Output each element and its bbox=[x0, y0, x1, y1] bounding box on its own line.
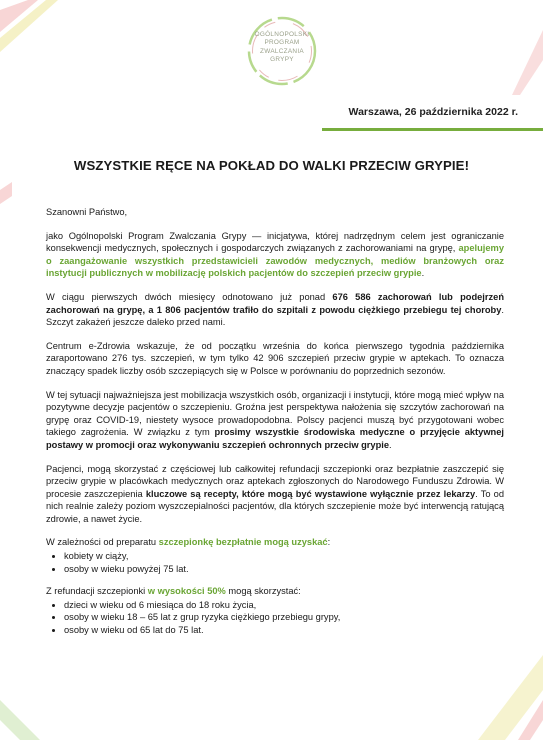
paragraph-appeal bbox=[46, 230, 504, 280]
text: . To od nich realnie zależy poziom wyszczepialności pacjentów, dla których szczepienie może być interwencją ratującą zdrowie, a nawet życie. bbox=[46, 488, 505, 524]
list-item: • osoby w wieku od 65 lat do 75 lat. bbox=[64, 624, 504, 637]
logo-line: GRYPY bbox=[270, 56, 294, 64]
document-date: Warszawa, 26 października 2022 r. bbox=[348, 106, 518, 118]
refund-list bbox=[46, 599, 504, 637]
deco-stripe-pink-right bbox=[512, 30, 543, 95]
letter-body bbox=[46, 206, 504, 647]
text: Z refundacji szczepionki bbox=[46, 586, 148, 597]
text: mogą skorzystać: bbox=[225, 586, 301, 597]
refund-lead bbox=[46, 585, 504, 598]
highlight-green: szczepionkę bezpłatnie mogą uzyskać bbox=[158, 537, 328, 548]
date-underline bbox=[322, 128, 543, 131]
free-vaccine-list bbox=[46, 550, 504, 575]
deco-stripe-pink-top bbox=[0, 0, 38, 32]
highlight-bold: kluczowe są recepty, które mogą być wystawione wyłącznie przez lekarzy bbox=[145, 488, 476, 499]
deco-stripe-pink-bottom bbox=[518, 700, 543, 740]
document-title: WSZYSTKIE RĘCE NA POKŁAD DO WALKI PRZECIW GRYPIE! bbox=[73, 158, 470, 173]
deco-stripe-yellow-top bbox=[0, 0, 58, 52]
paragraph-ezdrowie: Centrum e-Zdrowia wskazuje, że od początku września do końca pierwszego tygodnia października zaraportowano 276 tys. szczepień, w tym tylko 42 906 szczepień przeciw grypie w aptekach. To oznacza znaczący spadek liczby osób szczepiących się w Polsce w porównaniu do poprzednich sezonów. bbox=[46, 340, 504, 376]
deco-stripe-yellow-bottom bbox=[478, 655, 543, 740]
logo-line: OGÓLNOPOLSKI bbox=[254, 31, 310, 38]
text: . bbox=[421, 268, 425, 279]
deco-stripe-pink-left bbox=[0, 182, 12, 204]
text: W zależności od preparatu bbox=[46, 537, 159, 548]
list-item: • kobiety w ciąży, bbox=[64, 550, 504, 563]
greeting: Szanowni Państwo, bbox=[46, 207, 128, 217]
list-item: • osoby w wieku 18 – 65 lat z grup ryzyka ciężkiego przebiegu grypy, bbox=[64, 611, 504, 624]
list-item: • dzieci w wieku od 6 miesiąca do 18 roku życia, bbox=[64, 599, 504, 612]
logo-line: PROGRAM bbox=[264, 39, 300, 47]
text: . bbox=[389, 439, 392, 450]
free-vaccine-lead bbox=[46, 536, 504, 549]
highlight-green: apelujemy o zaangażowanie wszystkich przedstawicieli zawodów medycznych, mediów branżowych oraz instytucji publicznych w mobilizację polskich pacjentów do szczepień przeciw grypie bbox=[46, 243, 504, 279]
highlight-bold: 676 586 zachorowań lub podejrzeń zachorowań na grypę, a 1 806 pacjentów trafiło do szpitali z powodu ciężkiego przebiegu tej choroby bbox=[46, 291, 504, 315]
text: W ciągu pierwszych dwóch miesięcy odnotowano już ponad bbox=[46, 291, 333, 302]
highlight-bold: prosimy wszystkie środowiska medyczne o przyjęcie aktywnej postawy w promocji oraz wykonywaniu szczepień ochronnych przeciw grypie bbox=[46, 427, 504, 450]
program-logo bbox=[243, 12, 321, 90]
paragraph-statistics bbox=[46, 291, 504, 329]
logo-text bbox=[243, 31, 321, 65]
text: jako Ogólnopolski Program Zwalczania Grypy — inicjatywa, której nadrzędnym celem jest ograniczanie konsekwencji medycznych, społecznych i gospodarczych związanych z zachorowaniami na grypę, bbox=[46, 230, 504, 254]
text: W tej sytuacji najważniejsza jest mobilizacja wszystkich osób, organizacji i instytucji, które mogą mieć wpływ na pozytywne decyzje pacjentów o szczepieniu. Groźna jest perspektywa nałożenia się szczytów zachorowań na grypę oraz COVID-19, niestety wysoce prowadopodobna. Polscy pacjenci muszą być przygotowani wobec takiego zagrożenia. W związku z tym bbox=[46, 389, 504, 438]
text: Pacjenci, mogą skorzystać z częściowej lub całkowitej refundacji szczepionki oraz bezpłatnie zaszczepić się przeciw grypie w placówkach medycznych oraz aptekach zgłoszonych do Narodowego Funduszu Zdrowia. W procesie zaszczepienia bbox=[46, 463, 504, 499]
deco-stripe-green-bottom bbox=[0, 700, 40, 740]
logo-line: ZWALCZANIA bbox=[260, 47, 304, 55]
paragraph-mobilization bbox=[46, 389, 504, 452]
list-item: • osoby w wieku powyżej 75 lat. bbox=[64, 563, 504, 576]
text: . Szczyt zakażeń jeszcze daleko przed nami. bbox=[46, 304, 504, 328]
highlight-green: w wysokości 50% bbox=[147, 586, 226, 597]
text: : bbox=[327, 537, 331, 548]
paragraph-refund bbox=[46, 463, 504, 526]
